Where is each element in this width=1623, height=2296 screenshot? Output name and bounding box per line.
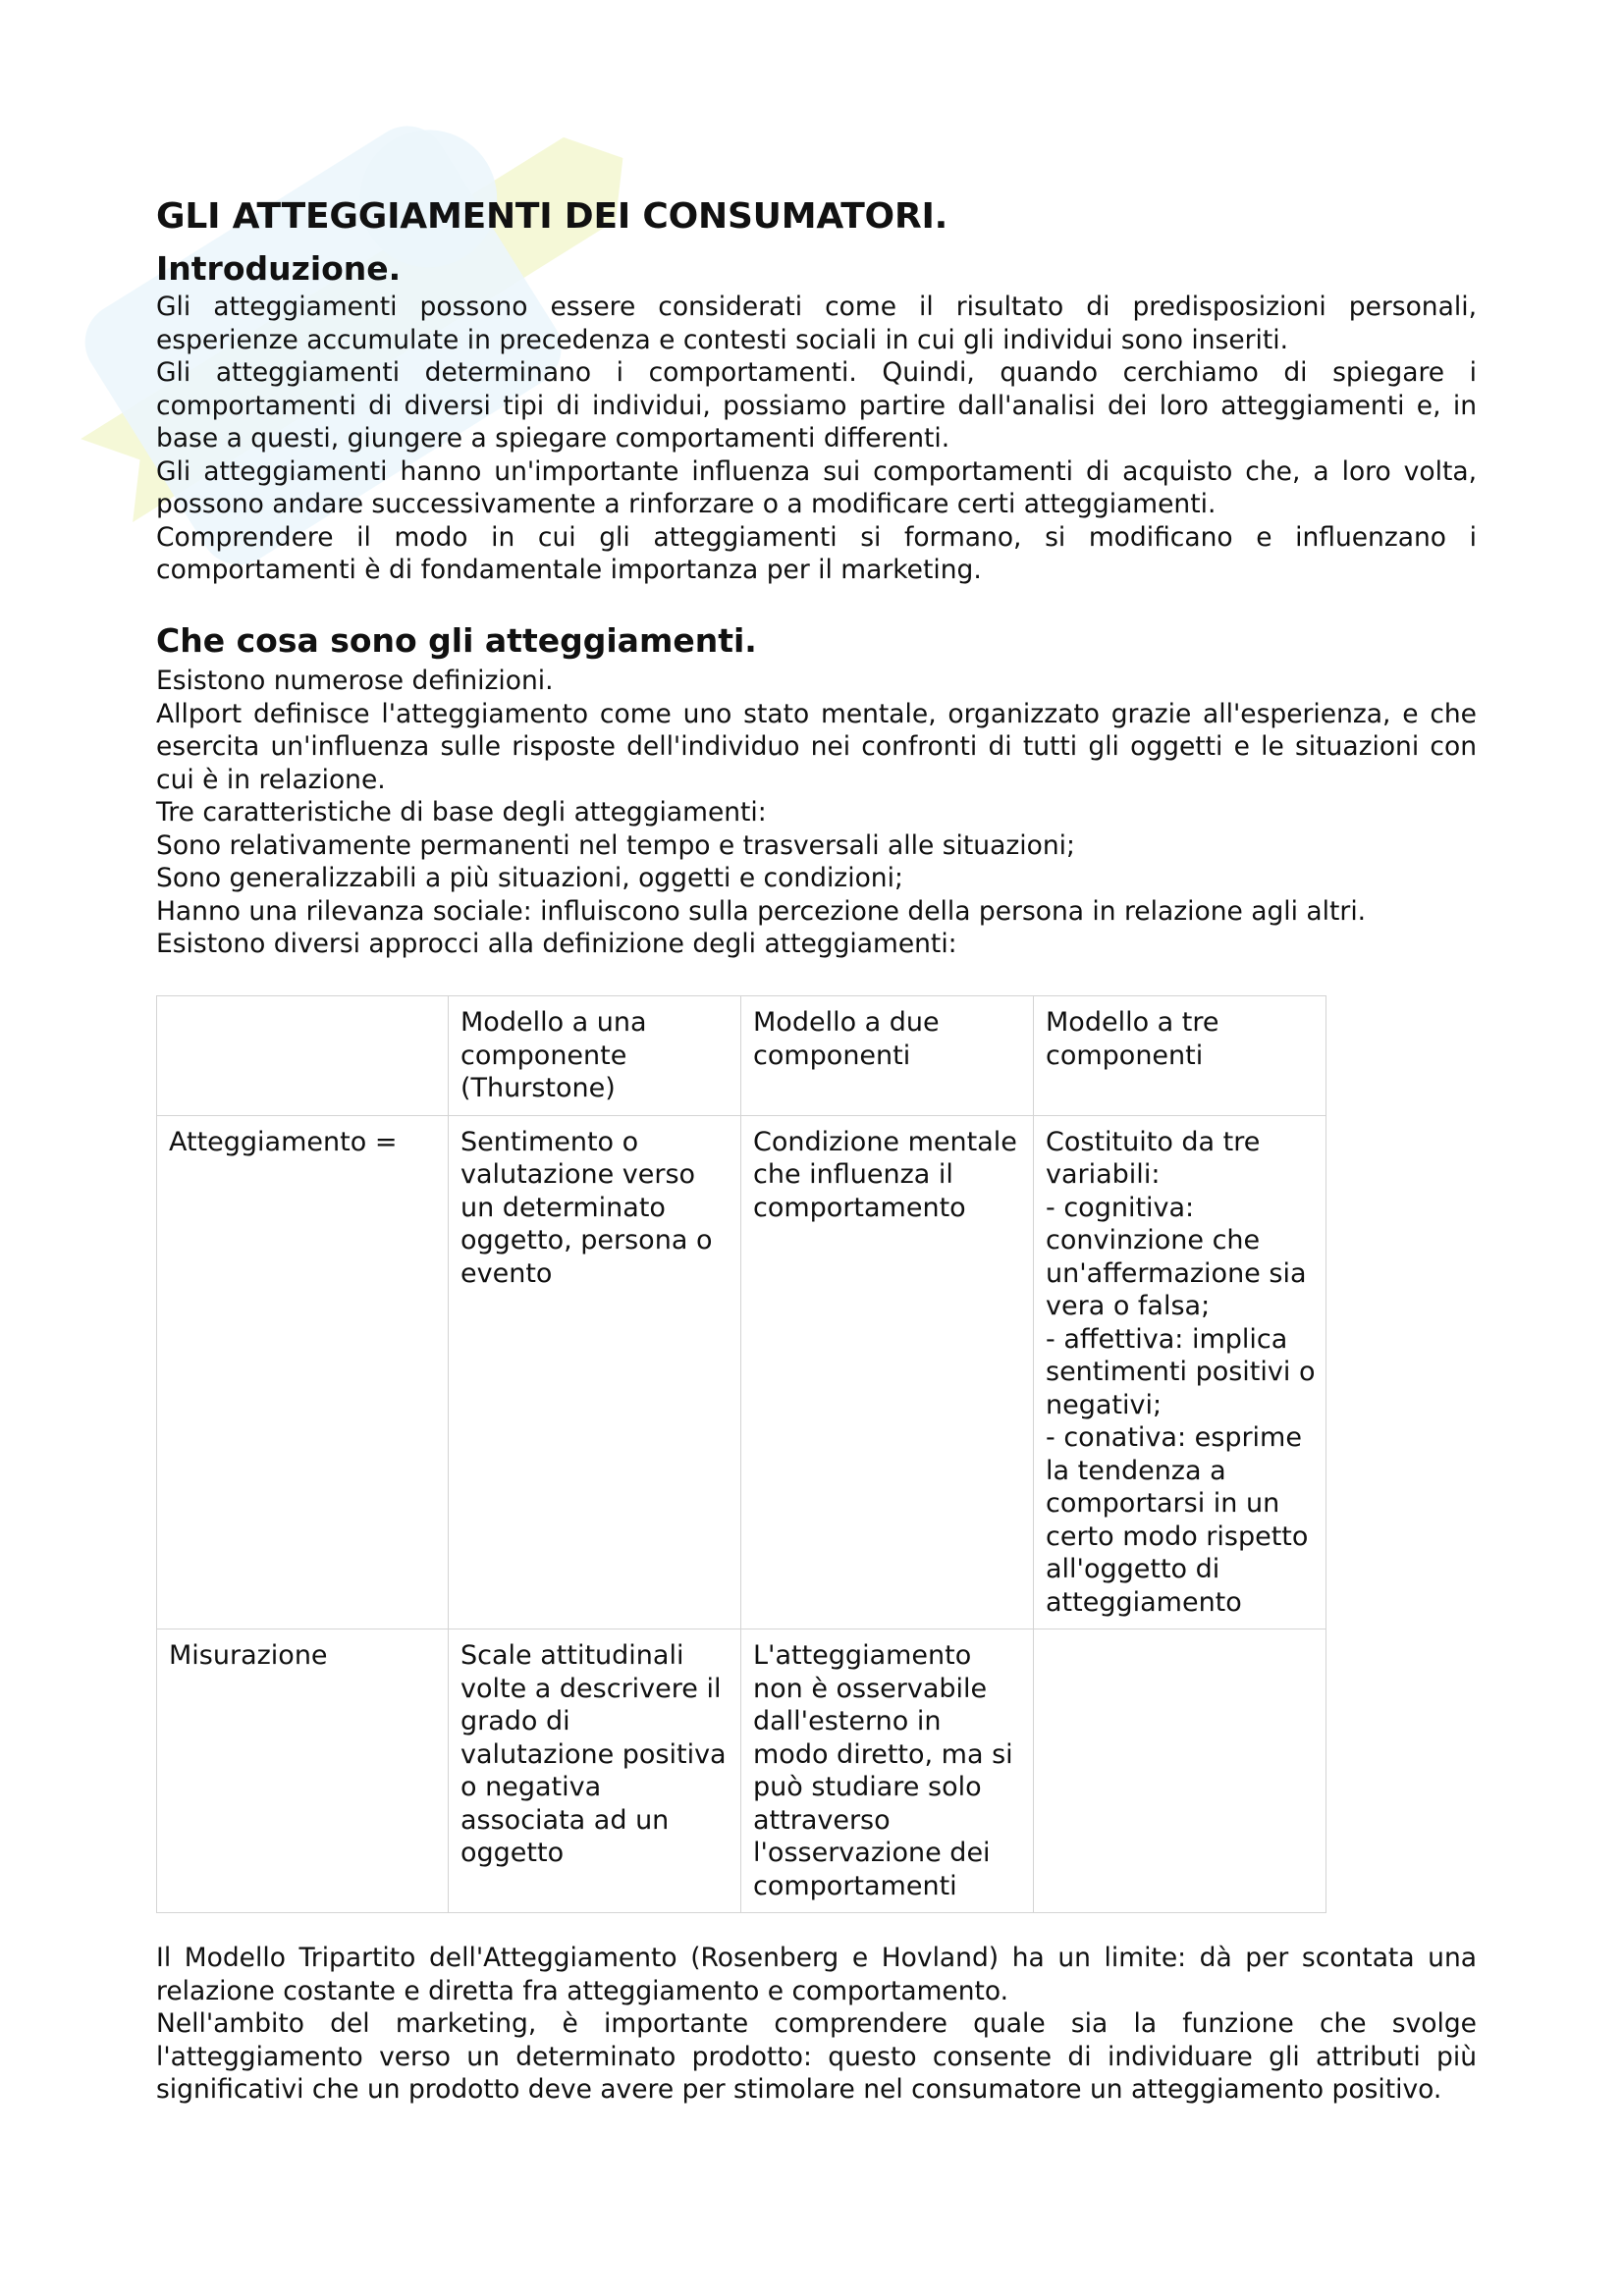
table-header-empty bbox=[157, 996, 449, 1116]
definition-allport: Allport definisce l'atteggiamento come uno stato mentale, organizzato grazie all'esperienza, e che esercita un'influenza sulle risposte dell'individuo nei confronti di tutti gli oggetti e le situazioni con cui è in relazione. bbox=[156, 698, 1477, 795]
table-cell-three-components bbox=[1034, 1115, 1326, 1629]
definition-heading: Che cosa sono gli atteggiamenti. bbox=[156, 621, 757, 660]
table-row bbox=[157, 1115, 1326, 1629]
intro-body bbox=[156, 291, 1477, 587]
table-cell: L'atteggiamento non è osservabile dall'esterno in modo diretto, ma si può studiare solo attraverso l'osservazione dei comportamenti bbox=[741, 1629, 1034, 1913]
table-cell-empty bbox=[1034, 1629, 1326, 1913]
intro-paragraph-3: Gli atteggiamenti hanno un'importante influenza sui comportamenti di acquisto che, a loro volta, possono andare successivamente a rinforzare o a modificare certi atteggiamenti. bbox=[156, 455, 1477, 519]
characteristic-1: Sono relativamente permanenti nel tempo e trasversali alle situazioni; bbox=[156, 829, 1075, 861]
table-row-label: Atteggiamento = bbox=[157, 1115, 449, 1629]
table-header-two-components: Modello a due componenti bbox=[741, 996, 1034, 1116]
definition-line-7: Esistono diversi approcci alla definizione degli atteggiamenti: bbox=[156, 929, 957, 959]
intro-heading: Introduzione. bbox=[156, 249, 402, 288]
attitude-models-table bbox=[156, 995, 1326, 1913]
characteristic-2: Sono generalizzabili a più situazioni, oggetti e condizioni; bbox=[156, 863, 903, 893]
closing-body bbox=[156, 1942, 1477, 2107]
table-cell: Scale attitudinali volte a descrivere il grado di valutazione positiva o negativa associata ad un oggetto bbox=[449, 1629, 741, 1913]
characteristic-3: Hanno una rilevanza sociale: influiscono sulla percezione della persona in relazione agli altri. bbox=[156, 895, 1367, 927]
intro-paragraph-4: Comprendere il modo in cui gli atteggiamenti si formano, si modificano e influenzano i comportamenti è di fondamentale importanza per il marketing. bbox=[156, 521, 1477, 585]
cell-line: - conativa: esprime la tendenza a comportarsi in un certo modo rispetto all'oggetto di atteggiamento bbox=[1046, 1422, 1309, 1618]
cell-line: - affettiva: implica sentimenti positivi o negativi; bbox=[1046, 1323, 1316, 1420]
cell-line: - cognitiva: convinzione che un'affermazione sia vera o falsa; bbox=[1046, 1192, 1307, 1321]
table-header-row bbox=[157, 996, 1326, 1116]
closing-paragraph-1: Il Modello Tripartito dell'Atteggiamento (Rosenberg e Hovland) ha un limite: dà per scontata una relazione costante e diretta fra atteggiamento e comportamento. bbox=[156, 1943, 1477, 2006]
table-header-three-components: Modello a tre componenti bbox=[1034, 996, 1326, 1116]
table-cell: Sentimento o valutazione verso un determinato oggetto, persona o evento bbox=[449, 1115, 741, 1629]
intro-paragraph-2: Gli atteggiamenti determinano i comportamenti. Quindi, quando cerchiamo di spiegare i comportamenti di diversi tipi di individui, possiamo partire dall'analisi dei loro atteggiamenti e, in base a questi, giungere a spiegare comportamenti differenti. bbox=[156, 357, 1477, 454]
document-title: GLI ATTEGGIAMENTI DEI CONSUMATORI. bbox=[156, 196, 948, 237]
table-cell: Condizione mentale che influenza il comportamento bbox=[741, 1115, 1034, 1629]
cell-line: Costituito da tre variabili: bbox=[1046, 1126, 1261, 1190]
table-header-one-component: Modello a una componente (Thurstone) bbox=[449, 996, 741, 1116]
table-row-label: Misurazione bbox=[157, 1629, 449, 1913]
intro-paragraph-1: Gli atteggiamenti possono essere considerati come il risultato di predisposizioni personali, esperienze accumulate in precedenza e contesti sociali in cui gli individui sono inseriti. bbox=[156, 292, 1477, 355]
table-row bbox=[157, 1629, 1326, 1913]
definition-body bbox=[156, 665, 1477, 961]
definition-line-1: Esistono numerose definizioni. bbox=[156, 666, 554, 696]
closing-paragraph-2: Nell'ambito del marketing, è importante comprendere quale sia la funzione che svolge l'atteggiamento verso un determinato prodotto: questo consente di individuare gli attributi più significativi che un prodotto deve avere per stimolare nel consumatore un atteggiamento positivo. bbox=[156, 2008, 1477, 2105]
definition-line-3: Tre caratteristiche di base degli atteggiamenti: bbox=[156, 797, 767, 828]
